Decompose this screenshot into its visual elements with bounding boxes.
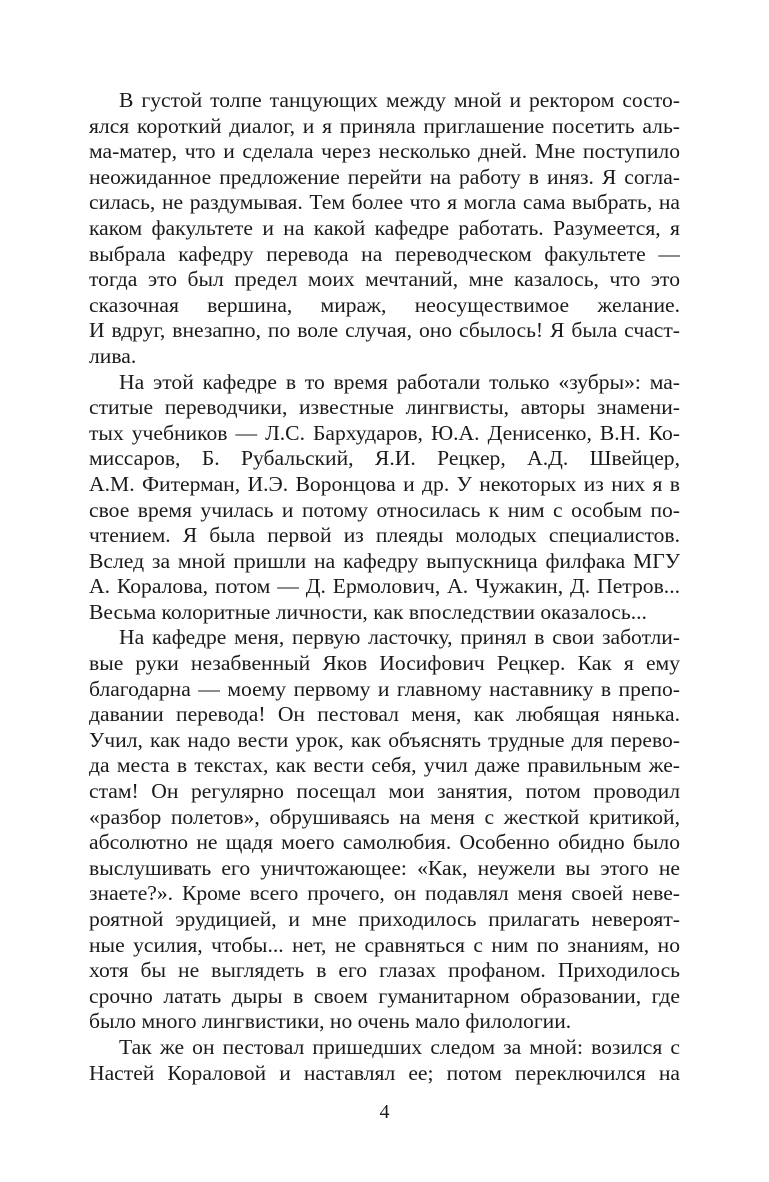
text-line: ма-матер, что и сделала через несколько дней. Мне поступило — [89, 139, 680, 164]
text-line: было много лингвистики, но очень мало филологии. — [89, 1009, 572, 1034]
text-line: Вслед за мной пришли на кафедру выпускница филфака МГУ — [89, 548, 680, 573]
text-line: сказочная вершина, мираж, неосуществимое желание. — [89, 292, 680, 317]
text-line: знаете?». Кроме всего прочего, он подавлял меня своей неве- — [89, 881, 680, 906]
text-line: срочно латать дыры в своем гуманитарном образовании, где — [89, 983, 680, 1008]
page-number: 4 — [379, 1101, 390, 1123]
body-text — [89, 88, 680, 1086]
text-line: И вдруг, внезапно, по воле случая, оно сбылось! Я была счаст- — [89, 318, 680, 343]
text-line: благодарна — моему первому и главному наставнику в препо- — [89, 676, 680, 701]
text-line: неожиданное предложение перейти на работу в иняз. Я согла- — [89, 164, 680, 189]
text-line: лива. — [89, 343, 137, 368]
text-line: свое время училась и потому относилась к ним с особым по- — [89, 497, 680, 522]
text-line: тых учебников — Л.С. Бархударов, Ю.А. Денисенко, В.Н. Ко- — [89, 420, 680, 445]
text-line: хотя бы не выглядеть в его глазах профаном. Приходилось — [89, 958, 680, 983]
text-line: выбрала кафедру перевода на переводческом факультете — — [89, 241, 680, 266]
text-line: каком факультете и на какой кафедре работать. Разумеется, я — [89, 215, 680, 240]
text-line: выслушивать его уничтожающее: «Как, неужели вы этого не — [89, 855, 680, 880]
text-line: А. Коралова, потом — Д. Ермолович, А. Чужакин, Д. Петров... — [89, 574, 680, 599]
text-line: Так же он пестовал пришедших следом за мной: возился с — [119, 1034, 680, 1059]
text-line: давании перевода! Он пестовал меня, как любящая нянька. — [89, 702, 680, 727]
text-line: ные усилия, чтобы... нет, не сравняться с ним по знаниям, но — [89, 932, 680, 957]
text-line: На кафедре меня, первую ласточку, принял в свои заботли- — [119, 625, 680, 650]
text-line: Настей Кораловой и наставлял ее; потом переключился на — [89, 1060, 680, 1085]
text-line: В густой толпе танцующих между мной и ректором состо- — [119, 88, 680, 112]
text-line: На этой кафедре в то время работали только «зубры»: ма- — [119, 369, 680, 394]
text-line: стам! Он регулярно посещал мои занятия, потом проводил — [89, 779, 680, 804]
text-line: да места в текстах, как вести себя, учил даже правильным же- — [89, 753, 680, 778]
text-line: чтением. Я была первой из плеяды молодых специалистов. — [89, 523, 680, 548]
text-line: абсолютно не щадя моего самолюбия. Особенно обидно было — [89, 830, 680, 855]
text-line: Весьма колоритные личности, как впоследствии оказалось... — [89, 599, 647, 624]
text-line: Учил, как надо вести урок, как объяснять трудные для перево- — [89, 727, 680, 752]
text-line: миссаров, Б. Рубальский, Я.И. Рецкер, А.Д. Швейцер, — [89, 446, 680, 471]
text-line: тогда это был предел моих мечтаний, мне казалось, что это — [89, 267, 680, 292]
text-line: силась, не раздумывая. Тем более что я могла сама выбрать, на — [89, 190, 680, 215]
text-line: роятной эрудицией, и мне приходилось прилагать невероят- — [89, 907, 680, 931]
text-line: вые руки незабвенный Яков Иосифович Рецкер. Как я ему — [89, 651, 680, 676]
text-line: ялся короткий диалог, и я приняла приглашение посетить аль- — [89, 113, 680, 138]
text-line: А.М. Фитерман, И.Э. Воронцова и др. У некоторых из них я в — [89, 471, 680, 496]
text-line: ститые переводчики, известные лингвисты, авторы знамени- — [89, 395, 680, 420]
text-line: «разбор полетов», обрушиваясь на меня с жесткой критикой, — [89, 804, 680, 829]
